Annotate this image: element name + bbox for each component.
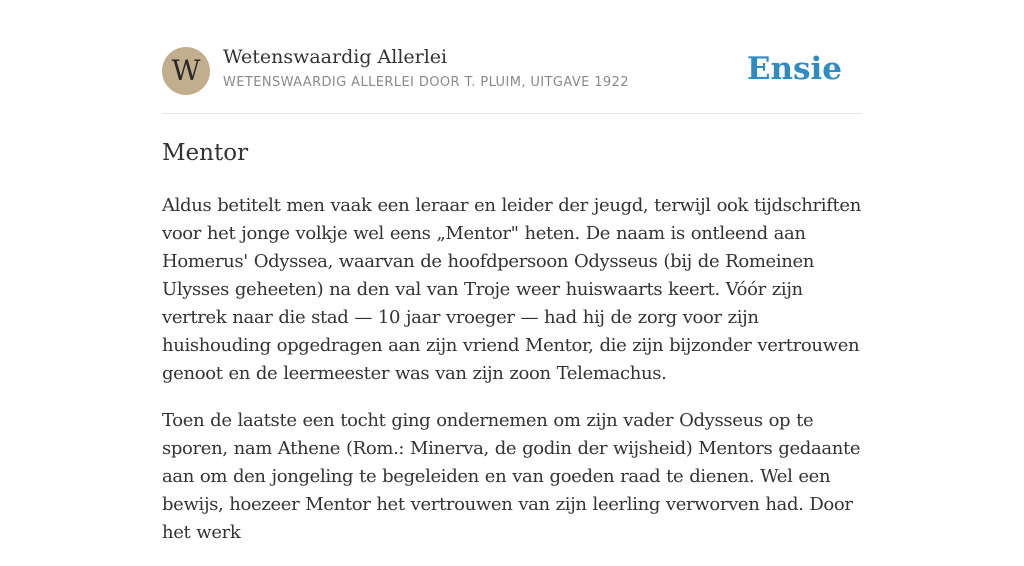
article-paragraph: Aldus betitelt men vaak een leraar en leider der jeugd, terwijl ook tijdschriften voor het jonge volkje wel eens „Mentor" heten. De naam is ontleend aan Homerus' Odyssea, waarvan de hoofdpersoon Odysseus (bij de Romeinen Ulysses geheeten) na den val van Troje weer huiswaarts keert. Vóór zijn vertrek naar die stad — 10 jaar vroeger — had hij de zorg voor zijn huishouding opgedragen aan zijn vriend Mentor, die zijn bijzonder vertrouwen genoot en de leermeester was van zijn zoon Telemachus.	[162, 195, 861, 384]
publication-title[interactable]: Wetenswaardig Allerlei	[223, 46, 448, 68]
ensie-logo-link[interactable]: Ensie	[746, 51, 842, 87]
article-title: Mentor	[162, 140, 249, 166]
publication-avatar[interactable]: W	[162, 47, 210, 95]
article	[162, 136, 864, 566]
publication-subtitle: WETENSWAARDIG ALLERLEI DOOR T. PLUIM, UITGAVE 1922	[223, 75, 629, 90]
article-paragraph: Toen de laatste een tocht ging ondernemen om zijn vader Odysseus op te sporen, nam Athene (Rom.: Minerva, de godin der wijsheid) Mentors gedaante aan om den jongeling te begeleiden en van goeden raad te dienen. Wel een bewijs, hoezeer Mentor het vertrouwen van zijn leerling verworven had. Door het werk	[162, 410, 861, 543]
publication-header	[162, 44, 862, 114]
